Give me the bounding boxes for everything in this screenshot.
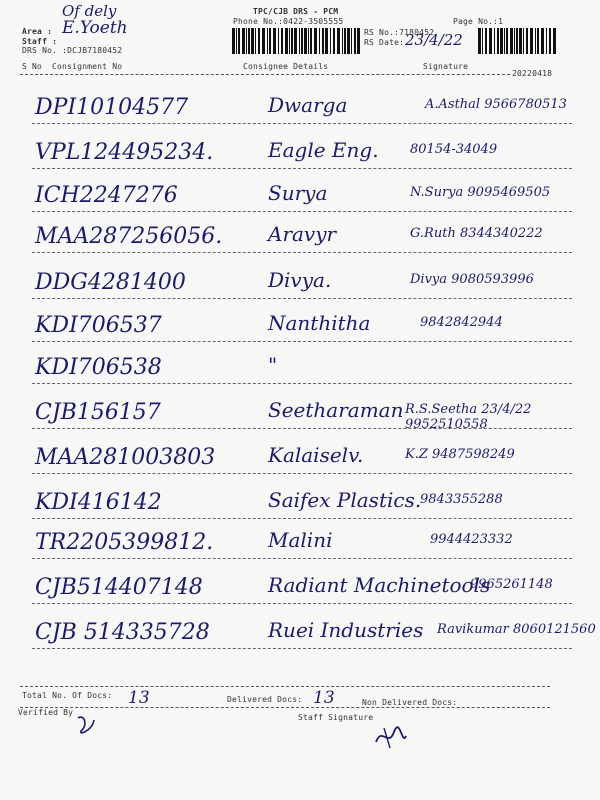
consignment-number: CJB514407148 xyxy=(35,575,203,600)
rs-date-value: 23/4/22 xyxy=(405,31,463,49)
consignment-number: CJB 514335728 xyxy=(35,620,210,645)
verifier-signature-mark xyxy=(74,712,98,736)
barcode-bar xyxy=(526,28,528,54)
consignee-name: Divya. xyxy=(268,268,332,292)
delivered-docs-value: 13 xyxy=(313,688,335,708)
staff-label: Staff : xyxy=(22,37,58,46)
barcode-bar xyxy=(304,28,307,54)
ruled-line xyxy=(32,383,572,384)
consignee-name: Saifex Plastics. xyxy=(268,488,422,512)
barcode-bar xyxy=(351,28,352,54)
consignee-name: Nanthitha xyxy=(268,311,371,335)
barcode-bar xyxy=(310,28,312,54)
barcode-bar xyxy=(299,28,300,54)
barcode-bar xyxy=(504,28,505,54)
barcode-bar xyxy=(314,28,317,54)
barcode-bar xyxy=(489,28,492,54)
consignee-name: Ruei Industries xyxy=(268,618,424,642)
column-signature: Signature xyxy=(423,62,469,71)
consignee-name: Surya xyxy=(268,181,328,205)
barcode-bar xyxy=(330,28,331,54)
ruled-line xyxy=(32,428,572,429)
barcode-bar xyxy=(553,28,556,54)
signature-entry: 9944423332 xyxy=(430,532,513,547)
signature-entry: A.Asthal 9566780513 xyxy=(425,97,567,112)
consignee-name: Eagle Eng. xyxy=(268,138,379,162)
barcode-bar xyxy=(333,28,335,54)
barcode-bar xyxy=(319,28,320,54)
barcode-bar xyxy=(519,28,522,54)
phone-number: Phone No.:0422-3505555 xyxy=(233,17,344,26)
barcode-bar xyxy=(258,28,260,54)
ruled-line xyxy=(32,558,572,559)
barcode-bar xyxy=(344,28,346,54)
rs-number: RS No.:7180452 xyxy=(364,28,435,37)
barcode-bar xyxy=(273,28,276,54)
header-divider xyxy=(20,74,510,75)
consignment-number: TR2205399812. xyxy=(35,530,214,555)
barcode-bar xyxy=(478,28,481,54)
delivered-docs-label: Delivered Docs: xyxy=(227,695,303,704)
barcode-bar xyxy=(281,28,283,54)
barcode-bar xyxy=(248,28,250,54)
barcode-bar xyxy=(337,28,340,54)
barcode-bar xyxy=(238,28,240,54)
barcode-bar xyxy=(549,28,551,54)
consignee-name: " xyxy=(268,353,278,377)
signature-entry: R.S.Seetha 23/4/22 9952510558 xyxy=(405,402,532,432)
barcode-bar xyxy=(516,28,518,54)
barcode-bar xyxy=(514,28,515,54)
signature-entry: N.Surya 9095469505 xyxy=(410,185,551,200)
barcode-bar xyxy=(267,28,268,54)
ruled-line xyxy=(32,518,572,519)
signature-entry: K.Z 9487598249 xyxy=(405,447,515,462)
header-handwritten-note: Of dely xyxy=(62,2,117,20)
barcode-bar xyxy=(546,28,547,54)
barcode-bar xyxy=(494,28,495,54)
document-title: TPC/CJB DRS - PCM xyxy=(253,7,339,16)
barcode-bar xyxy=(269,28,271,54)
consignment-number: ICH2247276 xyxy=(35,183,178,208)
signature-entry: 9842842944 xyxy=(420,315,503,330)
staff-signature-label: Staff Signature xyxy=(298,713,374,722)
barcode-bar xyxy=(285,28,288,54)
barcode-right xyxy=(478,28,556,54)
ruled-line xyxy=(32,473,572,474)
barcode-bar xyxy=(262,28,265,54)
consignment-number: DPI10104577 xyxy=(35,95,189,120)
consignment-number: MAA287256056. xyxy=(35,224,223,249)
barcode-left xyxy=(232,28,360,54)
consignment-number: KDI706538 xyxy=(35,355,162,380)
area-label: Area : xyxy=(22,27,53,36)
barcode-bar xyxy=(354,28,356,54)
consignment-number: VPL124495234. xyxy=(35,140,214,165)
barcode-bar xyxy=(322,28,324,54)
verified-by-label: Verified By xyxy=(18,708,74,717)
ruled-line xyxy=(32,123,572,124)
non-delivered-label: Non Delivered Docs: xyxy=(362,698,458,707)
ruled-line xyxy=(32,341,572,342)
ruled-line xyxy=(32,648,572,649)
barcode-bar xyxy=(482,28,483,54)
barcode-bar xyxy=(289,28,290,54)
drs-number: DRS No. :DCJB7180452 xyxy=(22,46,123,55)
barcode-bar xyxy=(541,28,544,54)
signature-entry: 9843355288 xyxy=(420,492,503,507)
total-docs-value: 13 xyxy=(128,688,150,708)
signature-entry: Divya 9080593996 xyxy=(410,272,534,287)
footer-divider-mid xyxy=(20,707,550,708)
barcode-bar xyxy=(278,28,279,54)
consignment-number: KDI706537 xyxy=(35,313,162,338)
barcode-bar xyxy=(535,28,536,54)
column-consignment: Consignment No xyxy=(52,62,123,71)
area-value: E.Yoeth xyxy=(62,18,128,38)
ruled-line xyxy=(32,211,572,212)
barcode-bar xyxy=(236,28,237,54)
consignment-number: DDG4281400 xyxy=(35,270,186,295)
barcode-bar xyxy=(537,28,539,54)
signature-entry: G.Ruth 8344340222 xyxy=(410,226,543,241)
footer-divider-top xyxy=(20,686,550,687)
ruled-line xyxy=(32,168,572,169)
barcode-bar xyxy=(357,28,360,54)
barcode-bar xyxy=(232,28,235,54)
column-sno: S No xyxy=(22,62,43,71)
consignment-number: CJB156157 xyxy=(35,400,161,425)
consignee-name: Dwarga xyxy=(268,93,348,117)
staff-signature-mark xyxy=(372,722,408,752)
barcode-bar xyxy=(308,28,309,54)
barcode-bar xyxy=(294,28,297,54)
page-number: Page No.:1 xyxy=(453,17,504,26)
consignee-name: Seetharaman xyxy=(268,398,404,422)
ruled-line xyxy=(32,298,572,299)
barcode-bar xyxy=(500,28,503,54)
consignment-number: MAA281003803 xyxy=(35,445,216,470)
barcode-bar xyxy=(242,28,245,54)
barcode-bar xyxy=(291,28,293,54)
signature-entry: Ravikumar 8060121560 xyxy=(437,622,596,637)
barcode-bar xyxy=(255,28,256,54)
barcode-bar xyxy=(342,28,343,54)
consignee-name: Radiant Machinetools xyxy=(268,573,491,597)
rs-date-label: RS Date: xyxy=(364,38,405,47)
signature-entry: 80154-34049 xyxy=(410,142,498,157)
barcode-bar xyxy=(485,28,487,54)
barcode-bar xyxy=(301,28,303,54)
signature-entry: 9965261148 xyxy=(470,577,553,592)
consignee-name: Kalaiselv. xyxy=(268,443,364,467)
barcode-bar xyxy=(325,28,328,54)
consignee-name: Malini xyxy=(268,528,333,552)
column-consignee: Consignee Details xyxy=(243,62,329,71)
barcode-bar xyxy=(510,28,513,54)
total-docs-label: Total No. Of Docs: xyxy=(22,691,113,700)
barcode-bar xyxy=(497,28,499,54)
ruled-line xyxy=(32,603,572,604)
ruled-line xyxy=(32,252,572,253)
barcode-bar xyxy=(251,28,254,54)
date-stamp: 20220418 xyxy=(512,69,553,78)
consignment-number: KDI416142 xyxy=(35,490,162,515)
barcode-bar xyxy=(530,28,533,54)
barcode-bar xyxy=(506,28,508,54)
consignee-name: Aravyr xyxy=(268,222,337,246)
barcode-bar xyxy=(347,28,350,54)
barcode-bar xyxy=(246,28,247,54)
barcode-bar xyxy=(523,28,524,54)
